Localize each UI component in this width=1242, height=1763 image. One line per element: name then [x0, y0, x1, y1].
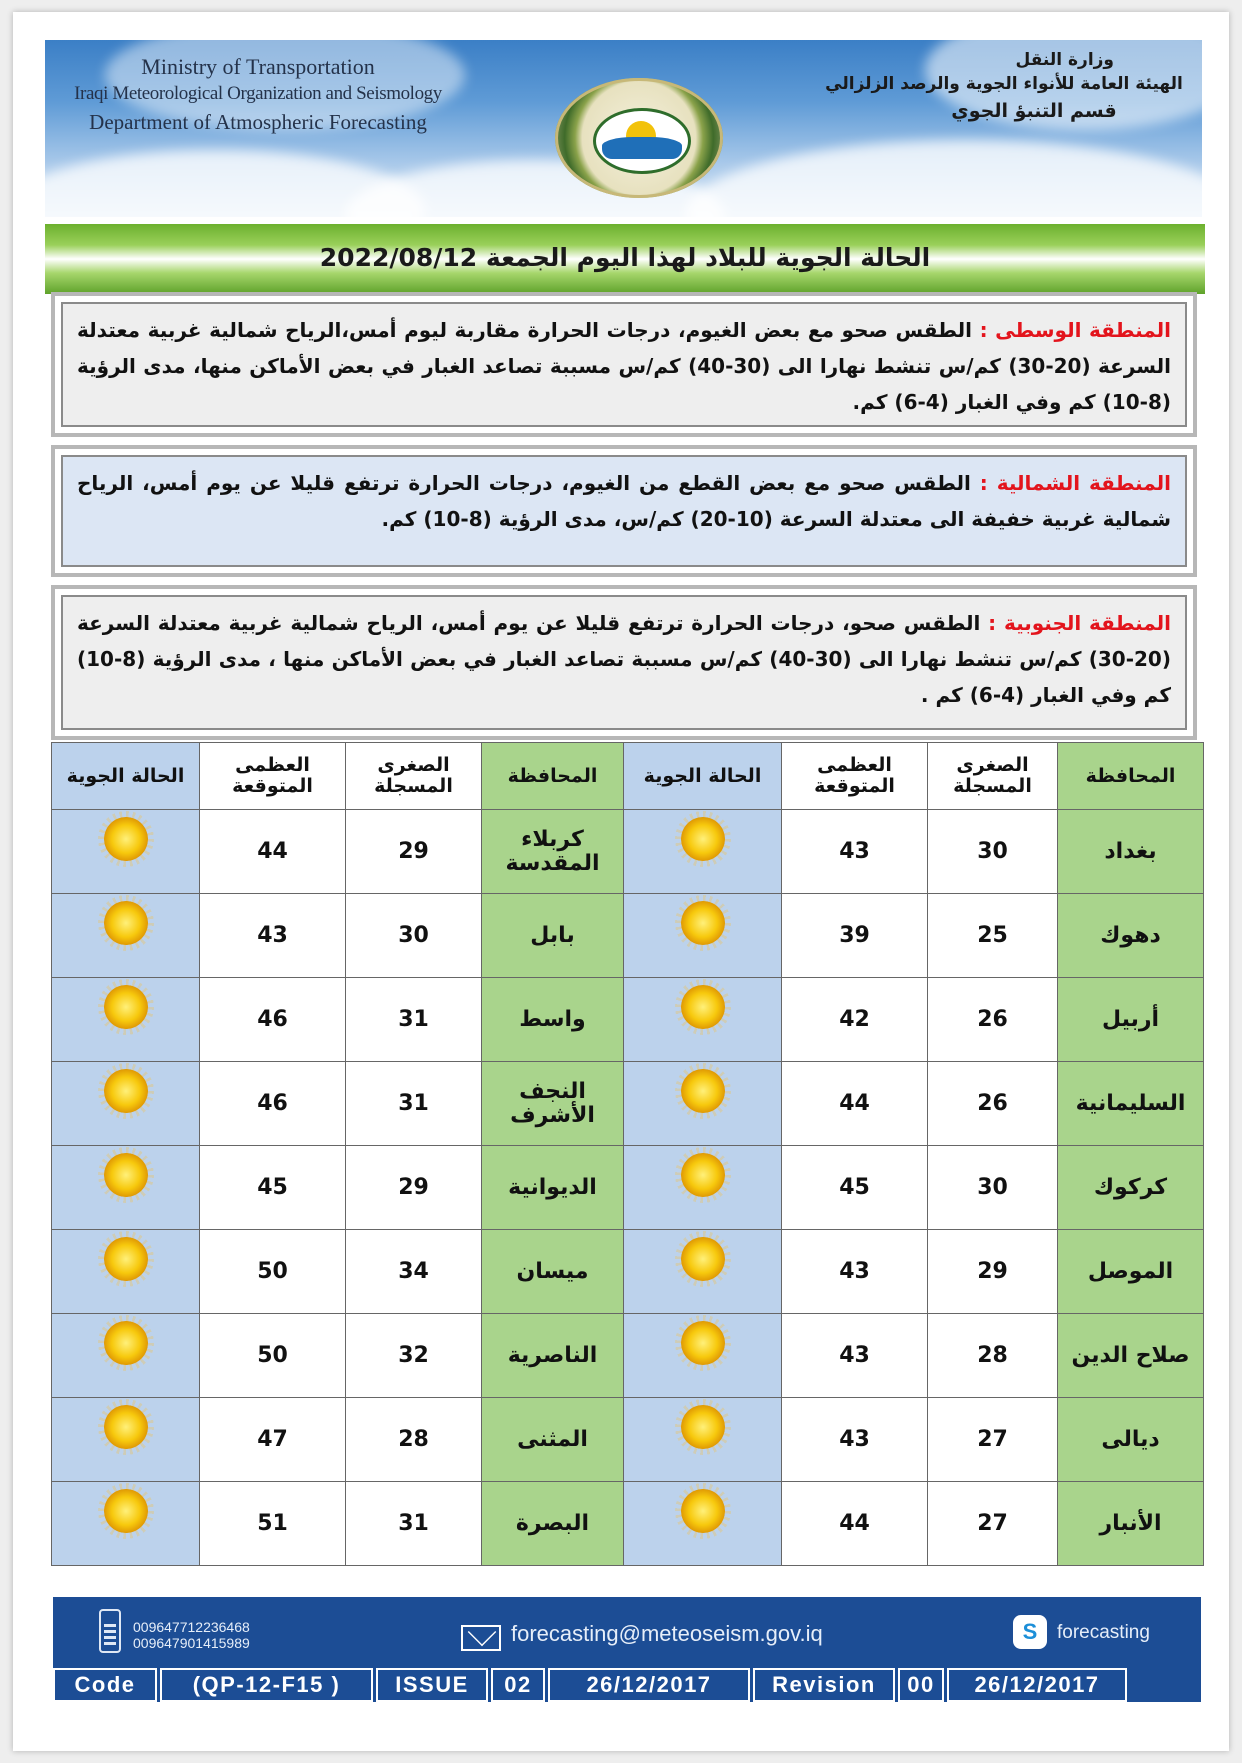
revision-value: 00	[898, 1668, 944, 1702]
min-temp-cell: 32	[346, 1314, 482, 1398]
min-temp-cell: 31	[346, 1062, 482, 1146]
sun-icon	[681, 1405, 725, 1449]
weather-cell	[624, 1398, 782, 1482]
min-temp-cell: 30	[928, 810, 1058, 894]
governorate-cell: الناصرية	[482, 1314, 624, 1398]
max-temp-cell: 47	[200, 1398, 346, 1482]
region-central	[51, 292, 1197, 437]
max-temp-cell: 45	[200, 1146, 346, 1230]
sun-icon	[104, 1069, 148, 1113]
weather-cell	[52, 1398, 200, 1482]
region-northern-label: المنطقة الشمالية :	[979, 471, 1171, 495]
weather-cell	[52, 1482, 200, 1566]
header-min-recorded: الصغرى المسجلة	[928, 743, 1058, 810]
governorate-cell: كربلاء المقدسة	[482, 810, 624, 894]
sun-icon	[104, 1405, 148, 1449]
skype-handle[interactable]: forecasting	[1057, 1622, 1150, 1643]
header-governorate: المحافظة	[1058, 743, 1204, 810]
phone-number-1: 009647712236468	[133, 1619, 250, 1635]
revision-date: 26/12/2017	[947, 1668, 1127, 1702]
max-temp-cell: 43	[782, 1314, 928, 1398]
governorate-cell: الموصل	[1058, 1230, 1204, 1314]
sun-icon	[681, 985, 725, 1029]
weather-cell	[624, 894, 782, 978]
phone-icon	[99, 1609, 121, 1653]
table-row	[52, 1482, 1204, 1566]
min-temp-cell: 27	[928, 1398, 1058, 1482]
ministry-arabic-heading	[824, 50, 1184, 122]
department-name-en: Department of Atmospheric Forecasting	[89, 110, 427, 134]
sun-icon	[104, 1489, 148, 1533]
header-governorate: المحافظة	[482, 743, 624, 810]
max-temp-cell: 43	[782, 1230, 928, 1314]
max-temp-cell: 43	[782, 1398, 928, 1482]
ministry-name-ar: وزارة النقل	[1015, 50, 1114, 70]
weather-cell	[52, 1314, 200, 1398]
min-temp-cell: 29	[928, 1230, 1058, 1314]
region-northern	[51, 445, 1197, 577]
min-temp-cell: 25	[928, 894, 1058, 978]
organization-name-en: Iraqi Meteorological Organization and Seismology	[74, 83, 442, 104]
skype-icon	[1013, 1615, 1047, 1649]
weather-cell	[624, 1230, 782, 1314]
weather-cell	[624, 978, 782, 1062]
header-max-expected: العظمى المتوقعة	[200, 743, 346, 810]
max-temp-cell: 50	[200, 1230, 346, 1314]
header-min-recorded: الصغرى المسجلة	[346, 743, 482, 810]
weather-cell	[52, 894, 200, 978]
min-temp-cell: 28	[928, 1314, 1058, 1398]
region-northern-text: الطقس صحو مع بعض القطع من الغيوم، درجات الحرارة ترتفع قليلا عن يوم أمس، الرياح شمالية غربية خفيفة الى معتدلة السرعة (10-20) كم/س، مدى الرؤية (8-10) كم.	[77, 471, 1171, 531]
table-header-row	[52, 743, 1204, 810]
bulletin-title-bar	[45, 224, 1205, 294]
region-central-label: المنطقة الوسطى :	[979, 318, 1171, 342]
table-row	[52, 978, 1204, 1062]
weather-cell	[52, 1146, 200, 1230]
max-temp-cell: 44	[200, 810, 346, 894]
sun-icon	[681, 901, 725, 945]
max-temp-cell: 43	[200, 894, 346, 978]
governorate-cell: أربيل	[1058, 978, 1204, 1062]
weather-cell	[624, 1146, 782, 1230]
max-temp-cell: 45	[782, 1146, 928, 1230]
max-temp-cell: 51	[200, 1482, 346, 1566]
sun-icon	[104, 1321, 148, 1365]
issue-value: 02	[491, 1668, 545, 1702]
ministry-name-en: Ministry of Transportation	[141, 54, 375, 79]
table-row	[52, 1314, 1204, 1398]
max-temp-cell: 42	[782, 978, 928, 1062]
min-temp-cell: 31	[346, 978, 482, 1062]
header-max-expected: العظمى المتوقعة	[782, 743, 928, 810]
sun-icon	[681, 1069, 725, 1113]
min-temp-cell: 34	[346, 1230, 482, 1314]
bulletin-page	[13, 12, 1229, 1751]
min-temp-cell: 30	[928, 1146, 1058, 1230]
table-row	[52, 810, 1204, 894]
sun-icon	[104, 985, 148, 1029]
max-temp-cell: 44	[782, 1482, 928, 1566]
min-temp-cell: 29	[346, 1146, 482, 1230]
document-code-row	[53, 1668, 1201, 1702]
max-temp-cell: 50	[200, 1314, 346, 1398]
governorate-cell: البصرة	[482, 1482, 624, 1566]
forecast-table	[51, 742, 1204, 1566]
governorate-cell: السليمانية	[1058, 1062, 1204, 1146]
weather-cell	[624, 810, 782, 894]
header-banner	[45, 40, 1202, 217]
organization-name-ar: الهيئة العامة للأنواء الجوية والرصد الزلزالي	[825, 74, 1183, 94]
min-temp-cell: 28	[346, 1398, 482, 1482]
sun-icon	[681, 1153, 725, 1197]
phone-number-2: 009647901415989	[133, 1635, 250, 1651]
weather-cell	[52, 978, 200, 1062]
min-temp-cell: 26	[928, 1062, 1058, 1146]
sun-icon	[104, 1153, 148, 1197]
weather-cell	[624, 1062, 782, 1146]
issue-label: ISSUE	[376, 1668, 488, 1702]
governorate-cell: المثنى	[482, 1398, 624, 1482]
sun-icon	[104, 901, 148, 945]
code-value: (QP-12-F15 )	[160, 1668, 373, 1702]
region-central-text: الطقس صحو مع بعض الغيوم، درجات الحرارة مقاربة ليوم أمس،الرياح شمالية غربية معتدلة السرعة (20-30) كم/س تنشط نهارا الى (30-40) كم/س مسببة تصاعد الغبار في بعض الأماكن منها، مدى الرؤية (8-10) كم وفي الغبار (4-6) كم.	[77, 318, 1171, 414]
governorate-cell: كركوك	[1058, 1146, 1204, 1230]
table-row	[52, 1398, 1204, 1482]
region-southern-text: الطقس صحو، درجات الحرارة ترتفع قليلا عن يوم أمس، الرياح شمالية غربية معتدلة السرعة (20-30) كم/س تنشط نهارا الى (30-40) كم/س مسببة تصاعد الغبار في بعض الأماكن منها ، مدى الرؤية (8-10) كم وفي الغبار (4-6) كم .	[77, 611, 1171, 707]
max-temp-cell: 46	[200, 1062, 346, 1146]
sun-icon	[681, 817, 725, 861]
code-label: Code	[53, 1668, 157, 1702]
min-temp-cell: 27	[928, 1482, 1058, 1566]
weather-cell	[624, 1482, 782, 1566]
sun-icon	[104, 1237, 148, 1281]
region-southern	[51, 585, 1197, 740]
governorate-cell: دهوك	[1058, 894, 1204, 978]
max-temp-cell: 43	[782, 810, 928, 894]
contact-footer	[53, 1597, 1201, 1702]
sun-icon	[681, 1489, 725, 1533]
table-row	[52, 1230, 1204, 1314]
weather-cell	[52, 1230, 200, 1314]
governorate-cell: واسط	[482, 978, 624, 1062]
max-temp-cell: 46	[200, 978, 346, 1062]
table-row	[52, 1062, 1204, 1146]
phone-numbers	[133, 1619, 250, 1651]
table-row	[52, 894, 1204, 978]
governorate-cell: صلاح الدين	[1058, 1314, 1204, 1398]
governorate-cell: بغداد	[1058, 810, 1204, 894]
governorate-cell: ديالى	[1058, 1398, 1204, 1482]
table-row	[52, 1146, 1204, 1230]
mail-icon	[461, 1625, 501, 1651]
min-temp-cell: 29	[346, 810, 482, 894]
max-temp-cell: 39	[782, 894, 928, 978]
issue-date: 26/12/2017	[548, 1668, 750, 1702]
revision-label: Revision	[753, 1668, 895, 1702]
header-weather: الحالة الجوية	[624, 743, 782, 810]
sun-icon	[104, 817, 148, 861]
email-link[interactable]: forecasting@meteoseism.gov.iq	[511, 1621, 823, 1646]
department-name-ar: قسم التنبؤ الجوي	[951, 100, 1117, 122]
sun-icon	[681, 1321, 725, 1365]
weather-cell	[52, 810, 200, 894]
max-temp-cell: 44	[782, 1062, 928, 1146]
governorate-cell: الأنبار	[1058, 1482, 1204, 1566]
governorate-cell: بابل	[482, 894, 624, 978]
bulletin-title: الحالة الجوية للبلاد لهذا اليوم الجمعة 2022/08/12	[319, 243, 931, 272]
sun-icon	[681, 1237, 725, 1281]
ministry-english-heading	[63, 54, 453, 135]
governorate-cell: ميسان	[482, 1230, 624, 1314]
min-temp-cell: 30	[346, 894, 482, 978]
min-temp-cell: 31	[346, 1482, 482, 1566]
organization-seal-logo	[555, 78, 723, 198]
region-southern-label: المنطقة الجنوبية :	[988, 611, 1171, 635]
governorate-cell: النجف الأشرف	[482, 1062, 624, 1146]
governorate-cell: الديوانية	[482, 1146, 624, 1230]
min-temp-cell: 26	[928, 978, 1058, 1062]
weather-cell	[52, 1062, 200, 1146]
header-weather: الحالة الجوية	[52, 743, 200, 810]
weather-cell	[624, 1314, 782, 1398]
